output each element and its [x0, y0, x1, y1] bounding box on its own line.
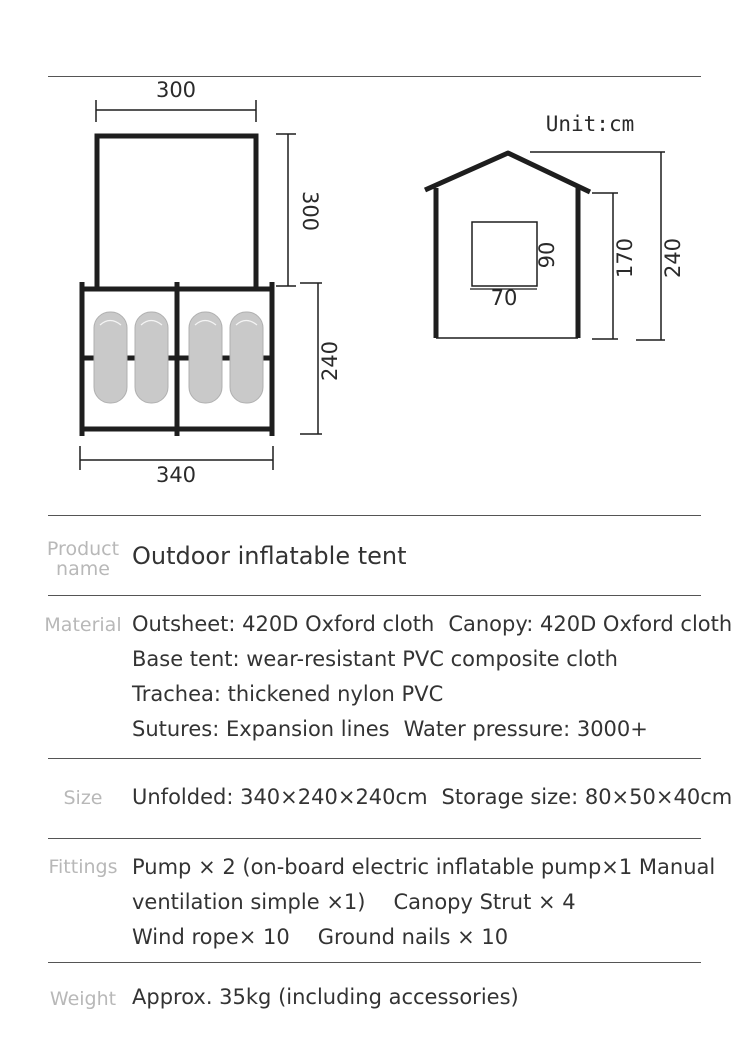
top-view-plan	[80, 100, 322, 470]
material-value	[132, 607, 732, 747]
tent-dimension-diagram	[0, 0, 750, 515]
spec-label: Fittings	[48, 856, 118, 878]
sleeping-pad	[230, 312, 263, 403]
roof-outline	[425, 153, 590, 192]
material-line: Trachea: thickened nylon PVC	[132, 682, 444, 706]
spec-label: Product name	[46, 538, 120, 580]
product-name-value: Outdoor inflatable tent	[132, 542, 407, 570]
sleeping-pad	[94, 312, 127, 403]
size-value: Unfolded: 340×240×240cm Storage size: 80×50×40cm	[132, 785, 733, 809]
material-line: Outsheet: 420D Oxford cloth Canopy: 420D Oxford cloth	[132, 612, 733, 636]
dimension-drawing	[0, 0, 750, 515]
spec-label: Weight	[49, 988, 117, 1010]
window-height-label: 90	[535, 241, 559, 269]
spec-row-product-name	[0, 515, 750, 595]
canopy-outline	[97, 136, 256, 289]
wall-height-label: 170	[613, 237, 637, 279]
spec-row-material	[0, 595, 750, 758]
unit-label: Unit:cm	[545, 112, 635, 136]
material-line: Base tent: wear-resistant PVC composite cloth	[132, 647, 618, 671]
sleeping-pad	[189, 312, 222, 403]
base-width-label: 340	[155, 463, 197, 487]
window-width-label: 70	[490, 286, 518, 310]
spec-label: Size	[63, 787, 103, 809]
material-line: Sutures: Expansion lines Water pressure: 3000+	[132, 717, 648, 741]
fittings-value: Pump × 2 (on-board electric inflatable pump×1 Manual ventilation simple ×1) Canopy Strut × 4 Wind rope× 10 Ground nails × 10	[132, 855, 716, 949]
spec-row-fittings	[0, 838, 750, 962]
top-depth-label: 300	[298, 190, 322, 232]
spec-label: Material	[44, 614, 122, 636]
spec-row-size	[0, 758, 750, 838]
total-height-label: 240	[661, 237, 685, 279]
weight-value: Approx. 35kg (including accessories)	[132, 985, 519, 1009]
base-depth-label: 240	[318, 340, 342, 382]
top-width-label: 300	[155, 78, 197, 102]
sleeping-pad	[135, 312, 168, 403]
window-outline	[472, 222, 537, 286]
spec-row-weight	[0, 962, 750, 1037]
